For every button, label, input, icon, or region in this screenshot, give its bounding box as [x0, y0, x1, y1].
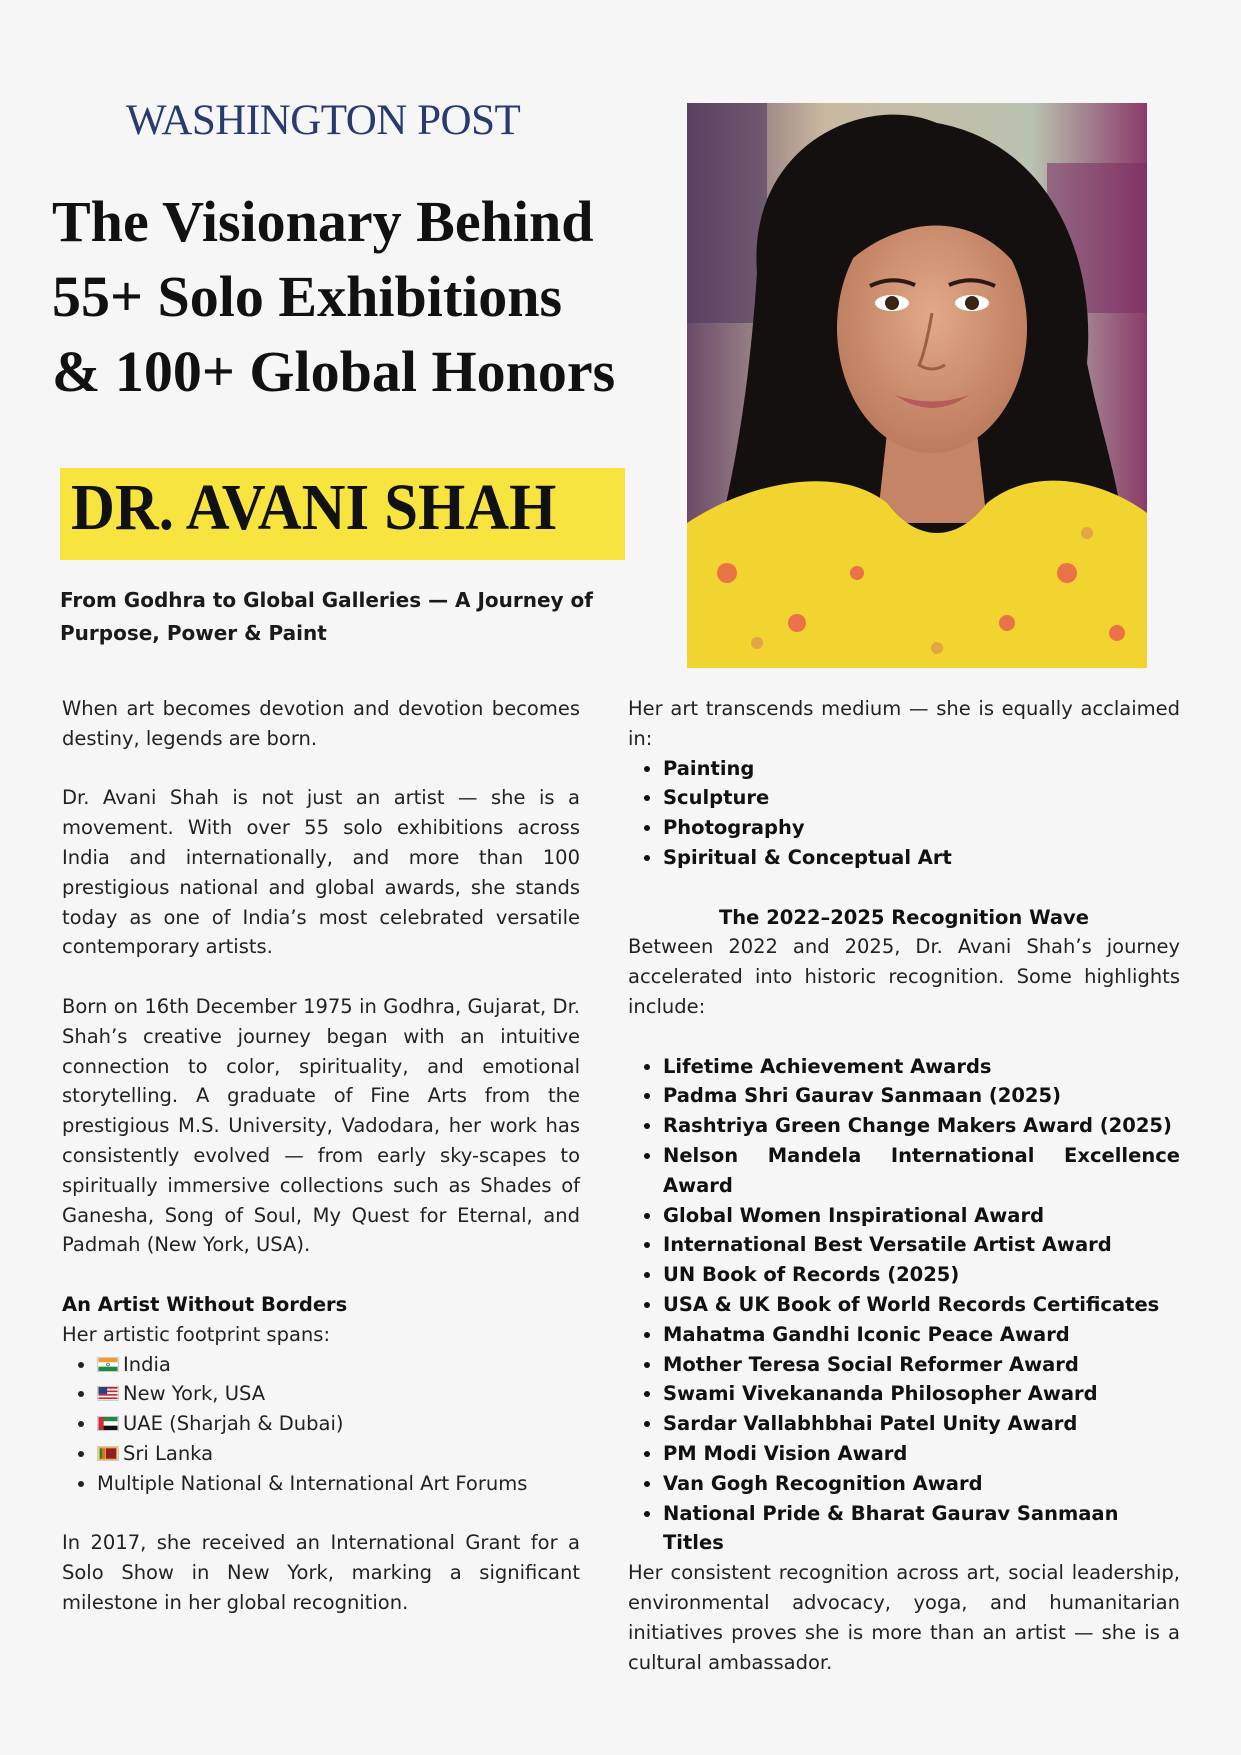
- list-item: • UN Book of Records (2025): [663, 1260, 1180, 1290]
- paragraph-biography: Born on 16th December 1975 in Godhra, Gujarat, Dr. Shah’s creative journey began with an intuitive connection to color, spirituality, and emotional storytelling. A graduate of Fine Arts from the prestigious M.S. University, Vadodara, her work has consistently evolved — from early sky-scapes to spiritually immersive collections such as Shades of Ganesha, Song of Soul, My Quest for Eternal, and Padmah (New York, USA).: [62, 994, 580, 1257]
- footprint-list: [62, 1350, 580, 1499]
- list-item: • Rashtriya Green Change Makers Award (2025): [663, 1111, 1180, 1141]
- right-column: [628, 694, 1180, 1677]
- awards-list: [628, 1052, 1180, 1559]
- headline: [52, 184, 652, 409]
- list-item: • Padma Shri Gaurav Sanmaan (2025): [663, 1081, 1180, 1111]
- wave-intro: Between 2022 and 2025, Dr. Avani Shah’s journey accelerated into historic recognition. Some highlights include:: [628, 935, 1180, 1018]
- list-item: • Painting: [663, 754, 1180, 784]
- list-item: • Nelson Mandela International Excellence Award: [663, 1141, 1180, 1201]
- list-item: • International Best Versatile Artist Award: [663, 1230, 1180, 1260]
- uae-flag-icon: [97, 1416, 119, 1431]
- section-heading-borders: An Artist Without Borders: [62, 1292, 348, 1316]
- portrait-illustration: [687, 103, 1147, 668]
- usa-flag-icon: [97, 1386, 119, 1401]
- list-item: • Sardar Vallabhbhai Patel Unity Award: [663, 1409, 1180, 1439]
- sri-lanka-flag-icon: [97, 1446, 119, 1461]
- list-item: • Mahatma Gandhi Iconic Peace Award: [663, 1320, 1180, 1350]
- masthead-logo: WASHINGTON POST: [126, 97, 521, 144]
- india-flag-icon: [97, 1357, 119, 1372]
- headline-line-2: 55+ Solo Exhibitions: [52, 264, 563, 329]
- mediums-intro: Her art transcends medium — she is equally acclaimed in:: [628, 697, 1180, 750]
- left-column: [62, 694, 580, 1618]
- paragraph-grant: In 2017, she received an International Grant for a Solo Show in New York, marking a significant milestone in her global recognition.: [62, 1531, 580, 1614]
- list-item: • Multiple National & International Art Forums: [97, 1469, 580, 1499]
- subheadline: From Godhra to Global Galleries — A Journey of Purpose, Power & Paint: [60, 588, 593, 645]
- list-item: • UAE (Sharjah & Dubai): [97, 1409, 580, 1439]
- paragraph-movement: Dr. Avani Shah is not just an artist — she is a movement. With over 55 solo exhibitions across India and internationally, and more than 100 prestigious national and global awards, she stands today as one of India’s most celebrated versatile contemporary artists.: [62, 786, 580, 959]
- list-item: • New York, USA: [97, 1379, 580, 1409]
- paragraph-closing: Her consistent recognition across art, social leadership, environmental advocacy, yoga, and humanitarian initiatives proves she is more than an artist — she is a cultural ambassador.: [628, 1561, 1180, 1674]
- list-item: • Sculpture: [663, 783, 1180, 813]
- headline-line-3: & 100+ Global Honors: [52, 339, 616, 404]
- list-item: • Photography: [663, 813, 1180, 843]
- portrait-photo: [687, 103, 1147, 668]
- list-item: • Spiritual & Conceptual Art: [663, 843, 1180, 873]
- list-item: • India: [97, 1350, 580, 1380]
- mediums-list: [628, 754, 1180, 873]
- list-item: • National Pride & Bharat Gaurav Sanmaan Titles: [663, 1499, 1180, 1559]
- list-item: • Swami Vivekananda Philosopher Award: [663, 1379, 1180, 1409]
- section-heading-recognition: The 2022–2025 Recognition Wave: [719, 905, 1089, 929]
- footprint-intro: Her artistic footprint spans:: [62, 1322, 331, 1346]
- list-item: • Mother Teresa Social Reformer Award: [663, 1350, 1180, 1380]
- list-item: • PM Modi Vision Award: [663, 1439, 1180, 1469]
- list-item: • USA & UK Book of World Records Certificates: [663, 1290, 1180, 1320]
- list-item: • Sri Lanka: [97, 1439, 580, 1469]
- artist-name: DR. AVANI SHAH: [71, 471, 557, 544]
- list-item: • Lifetime Achievement Awards: [663, 1052, 1180, 1082]
- headline-line-1: The Visionary Behind: [52, 189, 594, 254]
- paragraph-intro: When art becomes devotion and devotion becomes destiny, legends are born.: [62, 697, 580, 750]
- list-item: • Global Women Inspirational Award: [663, 1201, 1180, 1231]
- list-item: • Van Gogh Recognition Award: [663, 1469, 1180, 1499]
